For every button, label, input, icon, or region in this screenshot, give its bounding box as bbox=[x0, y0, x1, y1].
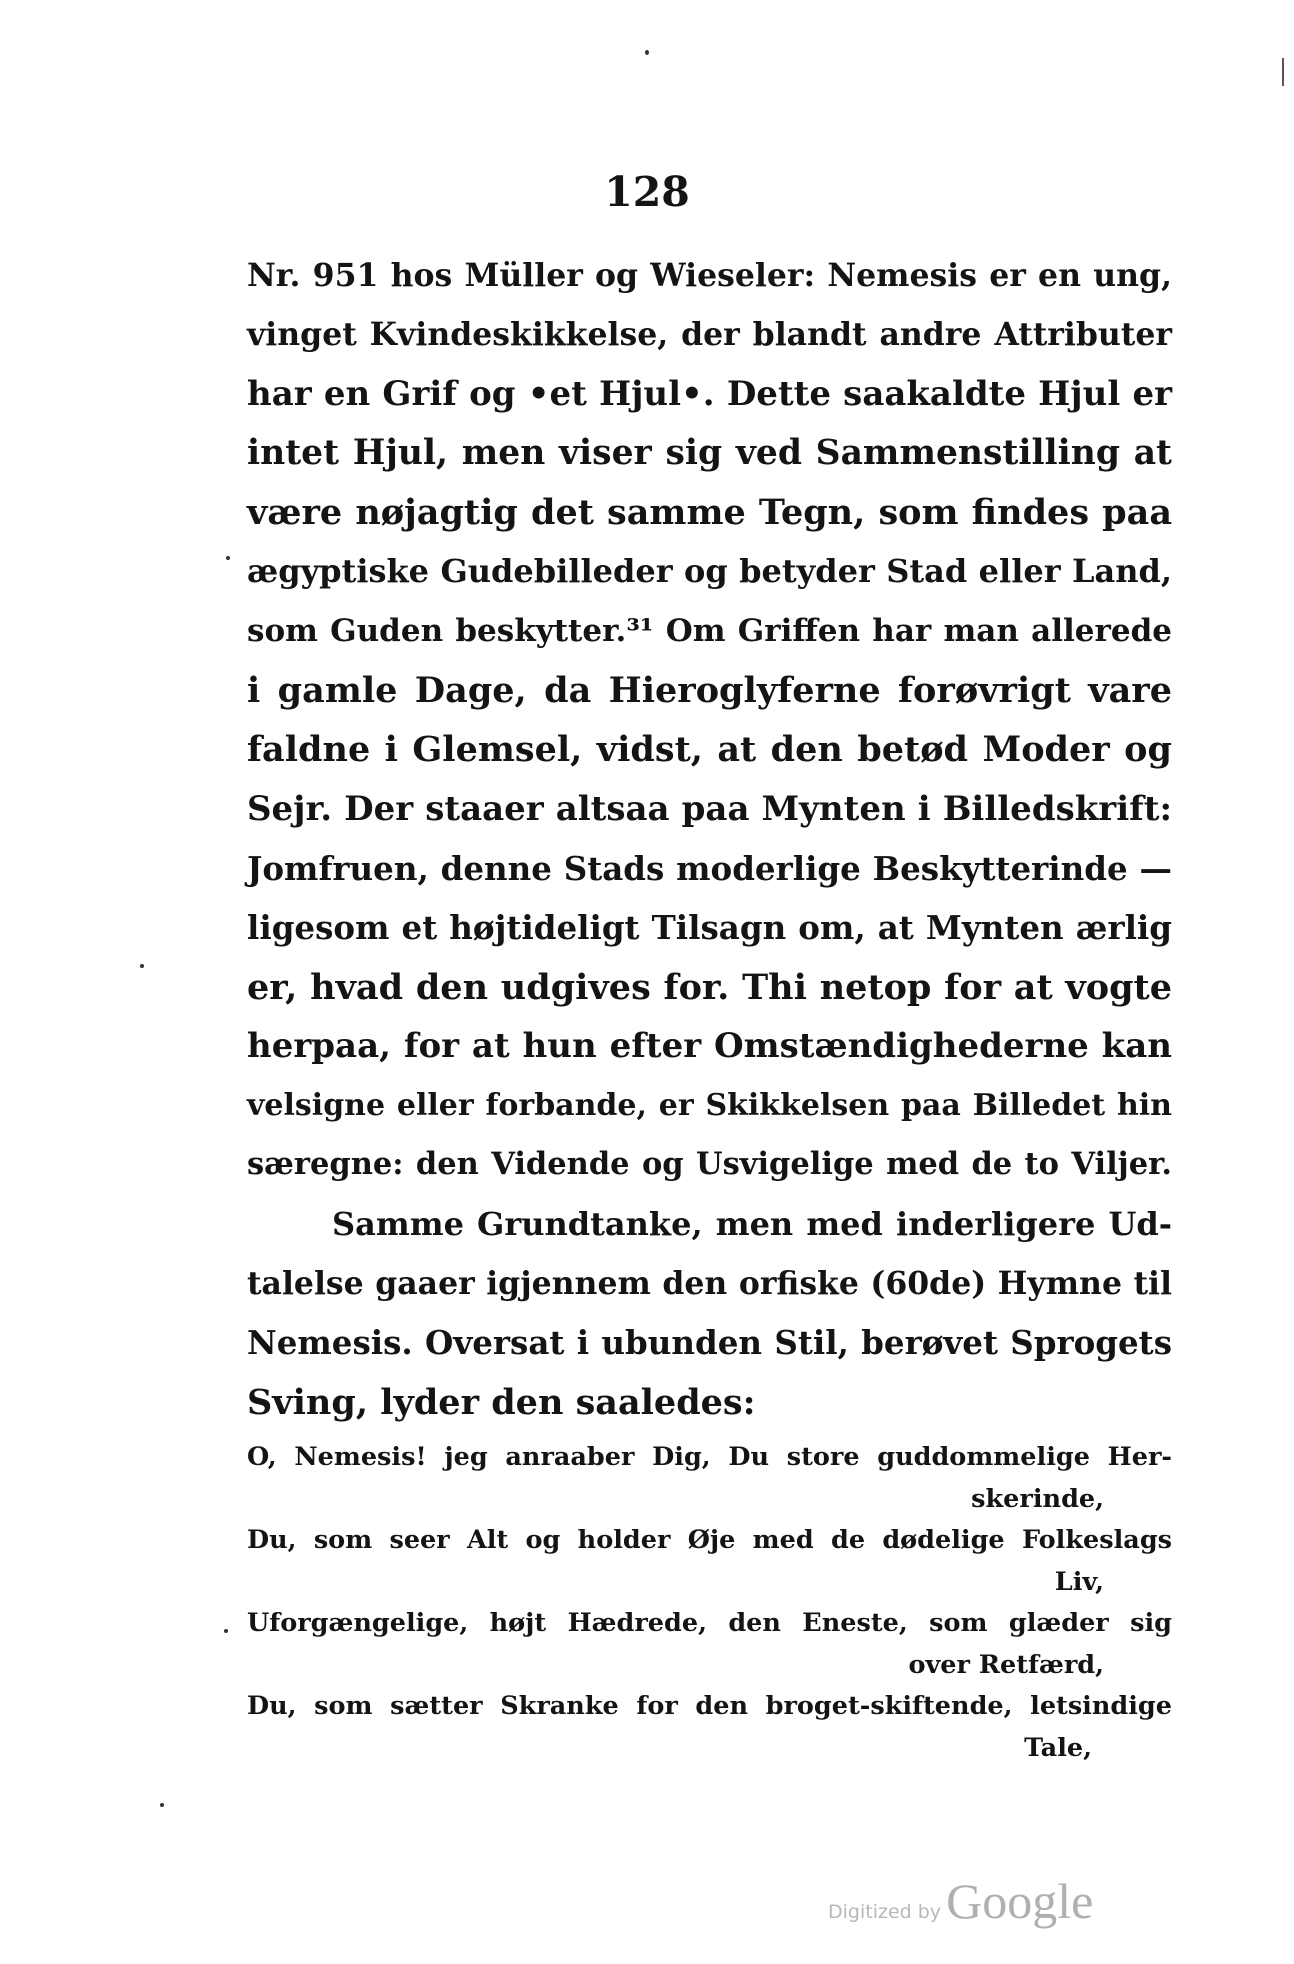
text-line: Nr. 951 hos Müller og Wieseler: Nemesis er en ung, bbox=[247, 257, 1172, 294]
verse-line: O, Nemesis! jeg anraaber Dig, Du store guddommelige Her- bbox=[247, 1442, 1172, 1472]
text-line: i gamle Dage, da Hieroglyferne forøvrigt vare bbox=[247, 670, 1172, 712]
text-line: Samme Grundtanke, men med inderligere Ud- bbox=[332, 1204, 1172, 1243]
page-edge-mark bbox=[1282, 58, 1284, 86]
text-line: faldne i Glemsel, vidst, at den betød Moder og bbox=[247, 729, 1172, 771]
text-line: som Guden beskytter.³¹ Om Griffen har man allerede bbox=[247, 612, 1172, 649]
ink-speck bbox=[645, 50, 649, 55]
body-text bbox=[247, 246, 1172, 1432]
text-line: være nøjagtig det samme Tegn, som findes paa bbox=[247, 492, 1172, 534]
text-line: særegne: den Vidende og Usvigelige med de to Viljer. bbox=[247, 1146, 1172, 1183]
watermark-prefix: Digitized by bbox=[828, 1901, 942, 1923]
verse-line-continuation: Liv, bbox=[1054, 1566, 1104, 1597]
text-line: vinget Kvindeskikkelse, der blandt andre Attributer bbox=[247, 316, 1172, 354]
text-line: Jomfruen, denne Stads moderlige Beskytterinde — bbox=[247, 848, 1172, 888]
google-logo: Google bbox=[946, 1873, 1094, 1929]
text-line: Nemesis. Oversat i ubunden Stil, berøvet Sprogets bbox=[247, 1323, 1172, 1363]
ink-speck bbox=[140, 964, 144, 968]
hymn-verse bbox=[247, 1437, 1172, 1769]
text-line: talelse gaaer igjennem den orfiske (60de) Hymne til bbox=[247, 1265, 1172, 1303]
verse-line-continuation: skerinde, bbox=[971, 1483, 1104, 1514]
ink-speck bbox=[224, 1629, 228, 1633]
text-line: ligesom et højtideligt Tilsagn om, at Mynten ærlig bbox=[247, 908, 1172, 948]
verse-line: Uforgængelige, højt Hædrede, den Eneste, som glæder sig bbox=[247, 1608, 1172, 1638]
verse-line: Du, som seer Alt og holder Øje med de dødelige Folkeslags bbox=[247, 1525, 1172, 1555]
text-line: herpaa, for at hun efter Omstændighederne kan bbox=[247, 1025, 1172, 1066]
ink-speck bbox=[160, 1803, 164, 1807]
text-line: er, hvad den udgives for. Thi netop for at vogte bbox=[247, 966, 1172, 1008]
verse-line-continuation: Tale, bbox=[1024, 1732, 1092, 1763]
page-number: 128 bbox=[604, 168, 690, 216]
text-line: ægyptiske Gudebilleder og betyder Stad eller Land, bbox=[247, 552, 1172, 591]
text-line: velsigne eller forbande, er Skikkelsen paa Billedet hin bbox=[247, 1088, 1172, 1124]
text-line: Sejr. Der staaer altsaa paa Mynten i Billedskrift: bbox=[247, 788, 1172, 829]
text-line: Sving, lyder den saaledes: bbox=[247, 1381, 756, 1423]
verse-line: Du, som sætter Skranke for den broget-skiftende, letsindige bbox=[247, 1691, 1172, 1721]
text-line: intet Hjul, men viser sig ved Sammenstilling at bbox=[247, 432, 1172, 473]
text-line: har en Grif og •et Hjul•. Dette saakaldte Hjul er bbox=[247, 373, 1172, 414]
ink-speck bbox=[226, 556, 230, 560]
digitized-by-google-watermark bbox=[828, 1872, 1093, 1930]
verse-line-continuation: over Retfærd, bbox=[908, 1649, 1104, 1680]
